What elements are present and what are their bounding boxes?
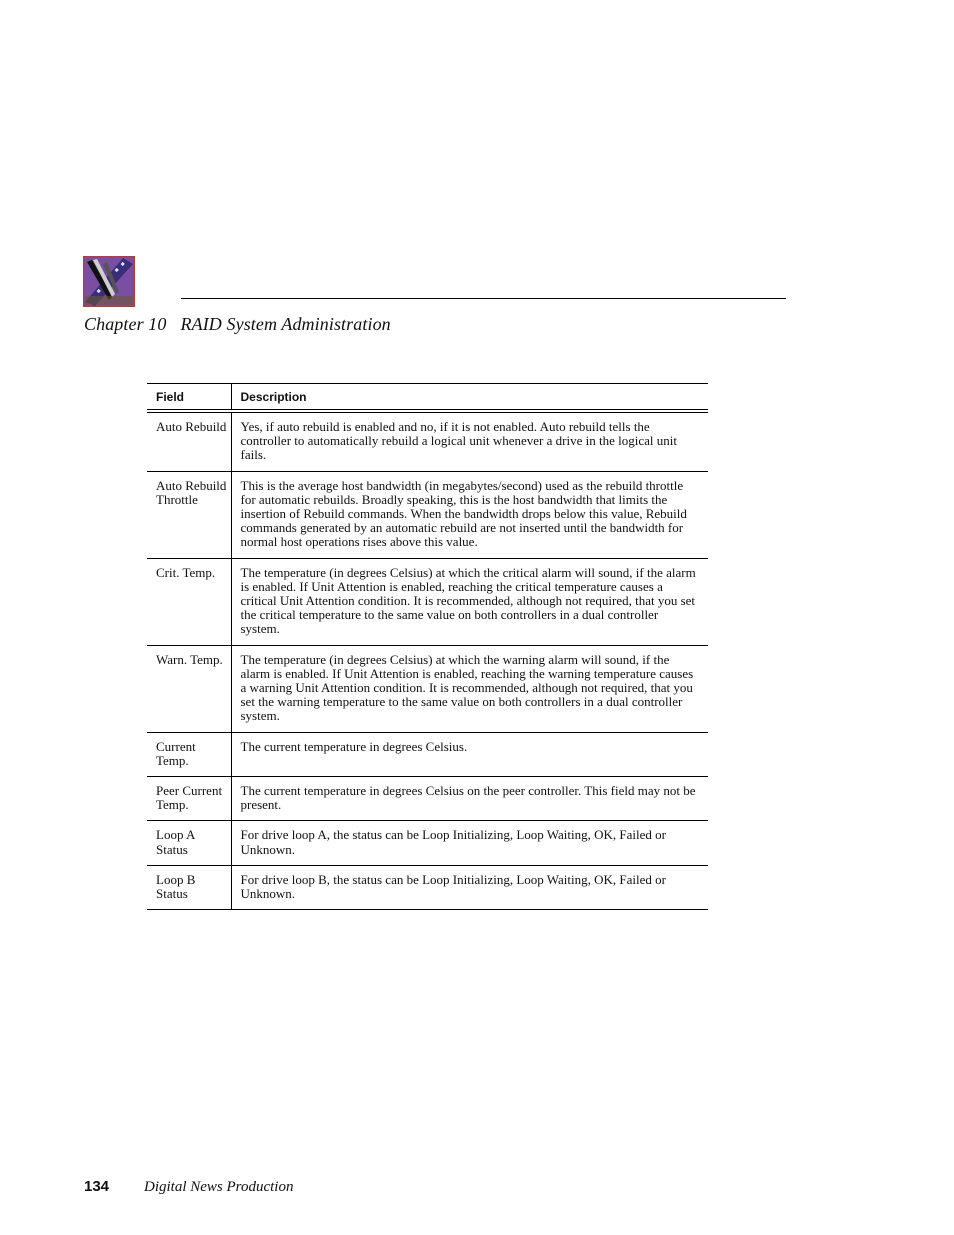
table-row <box>147 777 708 821</box>
table-header-row <box>147 384 708 412</box>
field-cell: Warn. Temp. <box>147 645 231 732</box>
description-cell: For drive loop A, the status can be Loop Initializing, Loop Waiting, OK, Failed or Unknown. <box>231 821 708 865</box>
book-title: Digital News Production <box>144 1179 294 1195</box>
table-row <box>147 645 708 732</box>
field-cell: Crit. Temp. <box>147 558 231 645</box>
header-rule <box>181 298 786 299</box>
description-cell: The temperature (in degrees Celsius) at which the warning alarm will sound, if the alarm is enabled. If Unit Attention is enabled, reaching the warning temperature causes a warning Unit Attention condition. It is recommended, although not required, that you set the warning temperature to the same value on both controllers in a dual controller system. <box>231 645 708 732</box>
field-description-table <box>147 383 708 910</box>
column-header-description: Description <box>231 384 708 412</box>
field-cell: Loop A Status <box>147 821 231 865</box>
field-cell: Auto Rebuild <box>147 411 231 471</box>
description-cell: The temperature (in degrees Celsius) at which the critical alarm will sound, if the alarm is enabled. If Unit Attention is enabled, reaching the critical temperature causes a critical Unit Attention condition. It is recommended, although not required, that you set the critical temperature to the same value on both controllers in a dual controller system. <box>231 558 708 645</box>
table-row <box>147 558 708 645</box>
description-cell: Yes, if auto rebuild is enabled and no, if it is not enabled. Auto rebuild tells the controller to automatically rebuild a logical unit whenever a drive in the logical unit fails. <box>231 411 708 471</box>
description-cell: The current temperature in degrees Celsius on the peer controller. This field may not be present. <box>231 777 708 821</box>
table-row <box>147 471 708 558</box>
column-header-field: Field <box>147 384 231 412</box>
chapter-heading <box>84 314 391 335</box>
table-row <box>147 821 708 865</box>
field-cell: Loop B Status <box>147 865 231 909</box>
chapter-title: RAID System Administration <box>180 314 391 334</box>
page-footer <box>84 1178 293 1196</box>
table-row <box>147 865 708 909</box>
description-cell: The current temperature in degrees Celsius. <box>231 732 708 776</box>
table-row <box>147 732 708 776</box>
description-cell: For drive loop B, the status can be Loop Initializing, Loop Waiting, OK, Failed or Unknown. <box>231 865 708 909</box>
field-cell: Peer Current Temp. <box>147 777 231 821</box>
field-cell: Auto Rebuild Throttle <box>147 471 231 558</box>
page-number: 134 <box>84 1178 110 1195</box>
table-row <box>147 411 708 471</box>
field-cell: Current Temp. <box>147 732 231 776</box>
description-cell: This is the average host bandwidth (in megabytes/second) used as the rebuild throttle for automatic rebuilds. Broadly speaking, this is the host bandwidth that limits the insertion of Rebuild commands. When the bandwidth drops below this value, Rebuild commands generated by an automatic rebuild are not inserted until the bandwidth for normal host operations rises above this value. <box>231 471 708 558</box>
product-logo-icon <box>83 256 135 307</box>
chapter-number: Chapter 10 <box>84 314 167 334</box>
